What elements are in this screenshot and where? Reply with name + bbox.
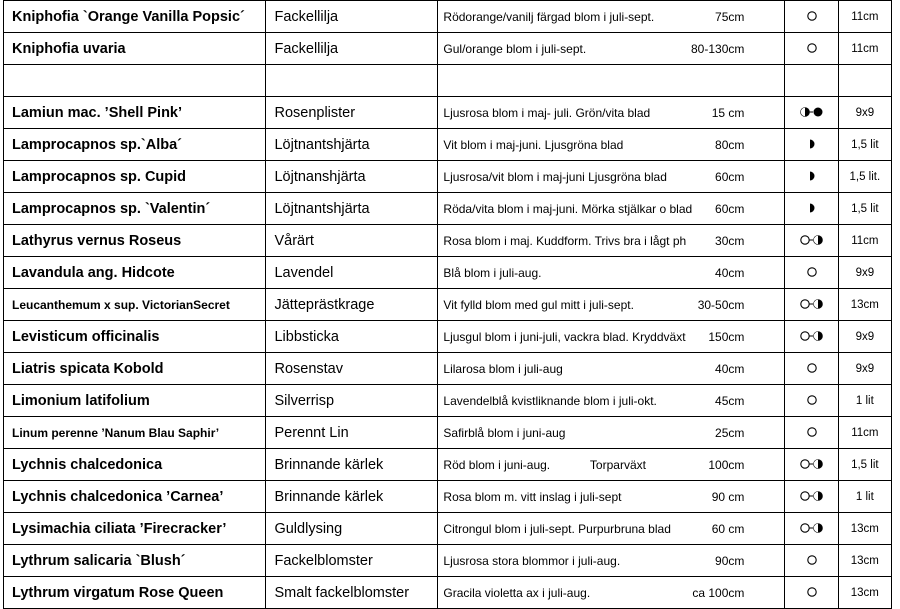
table-row	[4, 129, 892, 161]
plant-description: Vit fylld blom med gul mitt i juli-sept.	[443, 297, 634, 312]
plant-description: Lavendelblå kvistliknande blom i juli-okt.	[443, 393, 657, 408]
sun-icon	[806, 426, 818, 438]
pot-size: 13cm	[838, 545, 891, 577]
light-requirement	[785, 193, 838, 225]
plant-height: 80cm	[715, 137, 745, 152]
pot-size: 9x9	[838, 353, 891, 385]
table-row	[4, 97, 892, 129]
pot-size: 11cm	[838, 417, 891, 449]
pot-size: 1,5 lit	[838, 449, 891, 481]
pot-size: 9x9	[838, 97, 891, 129]
plant-common-name: Fackellilja	[266, 1, 438, 33]
plant-description-cell	[438, 225, 785, 257]
plant-description: Ljusrosa/vit blom i maj-juni Ljusgröna blad	[443, 169, 667, 184]
light-requirement	[785, 289, 838, 321]
light-requirement	[785, 129, 838, 161]
plant-latin-name: Lamiun mac. ’Shell Pink’	[4, 97, 266, 129]
pot-size: 1,5 lit	[838, 129, 891, 161]
plant-latin-name: Lamprocapnos sp.`Alba´	[4, 129, 266, 161]
plant-latin-name: Liatris spicata Kobold	[4, 353, 266, 385]
plant-height: 45cm	[715, 393, 745, 408]
sun-icon	[806, 394, 818, 406]
plant-description-cell	[438, 321, 785, 353]
pot-size: 1 lit	[838, 385, 891, 417]
plant-height: 60cm	[715, 169, 745, 184]
light-requirement	[785, 577, 838, 609]
plant-common-name: Löjtnantshjärta	[266, 129, 438, 161]
plant-common-name: Löjtnanshjärta	[266, 161, 438, 193]
table-row	[4, 417, 892, 449]
plant-latin-name: Leucanthemum x sup. VictorianSecret	[4, 289, 266, 321]
pot-size: 13cm	[838, 289, 891, 321]
table-row	[4, 1, 892, 33]
plant-description: Blå blom i juli-aug.	[443, 265, 542, 280]
half-shade-icon	[806, 170, 818, 182]
sun-to-half-shade-icon	[800, 234, 824, 246]
plant-height: 30-50cm	[697, 297, 745, 312]
plant-description: Rosa blom m. vitt inslag i juli-sept	[443, 489, 622, 504]
light-requirement	[785, 449, 838, 481]
plant-description: Röd blom i juni-aug. Torparväxt	[443, 457, 646, 472]
plant-description-cell	[438, 289, 785, 321]
plant-latin-name: Lavandula ang. Hidcote	[4, 257, 266, 289]
sun-icon	[806, 554, 818, 566]
light-requirement	[785, 353, 838, 385]
plant-description-cell	[438, 97, 785, 129]
plant-latin-name: Lychnis chalcedonica	[4, 449, 266, 481]
plant-description-cell	[438, 481, 785, 513]
pot-size: 13cm	[838, 577, 891, 609]
light-requirement	[785, 65, 838, 97]
light-requirement	[785, 225, 838, 257]
plant-height: 100cm	[708, 457, 745, 472]
table-row	[4, 161, 892, 193]
plant-description-cell	[438, 385, 785, 417]
plant-common-name: Perennt Lin	[266, 417, 438, 449]
plant-description-cell	[438, 129, 785, 161]
light-requirement	[785, 97, 838, 129]
half-shade-to-shade-icon	[800, 106, 824, 118]
plant-description: Röda/vita blom i maj-juni. Mörka stjälkar o blad	[443, 201, 693, 216]
plant-latin-name	[4, 65, 266, 97]
pot-size: 9x9	[838, 257, 891, 289]
table-row	[4, 33, 892, 65]
plant-description: Rosa blom i maj. Kuddform. Trivs bra i lågt ph	[443, 233, 687, 248]
plant-common-name: Guldlysing	[266, 513, 438, 545]
plant-height: 150cm	[708, 329, 745, 344]
table-row	[4, 225, 892, 257]
plant-height: 80-130cm	[691, 41, 745, 56]
sun-to-half-shade-icon	[800, 458, 824, 470]
plant-common-name: Löjtnantshjärta	[266, 193, 438, 225]
table-row	[4, 385, 892, 417]
pot-size: 1,5 lit	[838, 193, 891, 225]
pot-size: 9x9	[838, 321, 891, 353]
plant-description: Safirblå blom i juni-aug	[443, 425, 566, 440]
plant-latin-name: Lamprocapnos sp. Cupid	[4, 161, 266, 193]
plant-description-cell	[438, 65, 785, 97]
plant-common-name: Brinnande kärlek	[266, 449, 438, 481]
table-row	[4, 65, 892, 97]
plant-common-name: Lavendel	[266, 257, 438, 289]
plant-latin-name: Lychnis chalcedonica ’Carnea’	[4, 481, 266, 513]
plant-description-cell	[438, 257, 785, 289]
plant-description: Gul/orange blom i juli-sept.	[443, 41, 587, 56]
table-row	[4, 513, 892, 545]
table-row	[4, 193, 892, 225]
plant-height: 60cm	[715, 201, 745, 216]
sun-icon	[806, 42, 818, 54]
light-requirement	[785, 33, 838, 65]
light-requirement	[785, 481, 838, 513]
plant-height: 75cm	[715, 9, 745, 24]
plant-description: Rödorange/vanilj färgad blom i juli-sept.	[443, 9, 655, 24]
light-requirement	[785, 1, 838, 33]
half-shade-icon	[806, 138, 818, 150]
light-requirement	[785, 545, 838, 577]
plant-description-cell	[438, 545, 785, 577]
pot-size	[838, 65, 891, 97]
plant-height: 60 cm	[711, 521, 745, 536]
pot-size: 1 lit	[838, 481, 891, 513]
table-row	[4, 449, 892, 481]
plant-latin-name: Lamprocapnos sp. `Valentin´	[4, 193, 266, 225]
light-requirement	[785, 161, 838, 193]
plant-description-cell	[438, 417, 785, 449]
plant-height: 30cm	[715, 233, 745, 248]
table-row	[4, 353, 892, 385]
table-row	[4, 577, 892, 609]
plant-common-name: Fackellilja	[266, 33, 438, 65]
plant-latin-name: Kniphofia `Orange Vanilla Popsic´	[4, 1, 266, 33]
plant-description: Ljusgul blom i juni-juli, vackra blad. Kryddväxt	[443, 329, 686, 344]
plant-description-cell	[438, 1, 785, 33]
plant-height: 40cm	[715, 265, 745, 280]
plant-description-cell	[438, 449, 785, 481]
light-requirement	[785, 257, 838, 289]
light-requirement	[785, 417, 838, 449]
plant-height: 15 cm	[711, 105, 745, 120]
plant-latin-name: Lythrum salicaria `Blush´	[4, 545, 266, 577]
plant-description-cell	[438, 513, 785, 545]
plant-latin-name: Lysimachia ciliata ’Firecracker’	[4, 513, 266, 545]
plant-common-name: Brinnande kärlek	[266, 481, 438, 513]
plant-description: Ljusrosa blom i maj- juli. Grön/vita blad	[443, 105, 651, 120]
plant-common-name: Vårärt	[266, 225, 438, 257]
plant-table	[3, 0, 892, 609]
plant-description: Vit blom i maj-juni. Ljusgröna blad	[443, 137, 624, 152]
sun-to-half-shade-icon	[800, 330, 824, 342]
table-row	[4, 321, 892, 353]
plant-description: Lilarosa blom i juli-aug	[443, 361, 563, 376]
plant-description-cell	[438, 33, 785, 65]
pot-size: 11cm	[838, 33, 891, 65]
light-requirement	[785, 513, 838, 545]
plant-height: 25cm	[715, 425, 745, 440]
sun-to-half-shade-icon	[800, 522, 824, 534]
plant-height: 40cm	[715, 361, 745, 376]
sun-icon	[806, 586, 818, 598]
plant-description-cell	[438, 161, 785, 193]
pot-size: 1,5 lit.	[838, 161, 891, 193]
sun-to-half-shade-icon	[800, 298, 824, 310]
plant-description-cell	[438, 193, 785, 225]
pot-size: 11cm	[838, 1, 891, 33]
plant-common-name	[266, 65, 438, 97]
plant-description: Citrongul blom i juli-sept. Purpurbruna blad	[443, 521, 671, 536]
plant-common-name: Fackelblomster	[266, 545, 438, 577]
sun-icon	[806, 266, 818, 278]
plant-latin-name: Kniphofia uvaria	[4, 33, 266, 65]
table-row	[4, 289, 892, 321]
sun-to-half-shade-icon	[800, 490, 824, 502]
plant-description-cell	[438, 353, 785, 385]
plant-description-cell	[438, 577, 785, 609]
table-row	[4, 257, 892, 289]
plant-common-name: Jätteprästkrage	[266, 289, 438, 321]
pot-size: 13cm	[838, 513, 891, 545]
light-requirement	[785, 321, 838, 353]
plant-latin-name: Linum perenne ’Nanum Blau Saphir’	[4, 417, 266, 449]
plant-height: 90cm	[715, 553, 745, 568]
plant-latin-name: Limonium latifolium	[4, 385, 266, 417]
plant-common-name: Silverrisp	[266, 385, 438, 417]
plant-height: 90 cm	[711, 489, 745, 504]
sun-icon	[806, 362, 818, 374]
plant-common-name: Rosenplister	[266, 97, 438, 129]
sun-icon	[806, 10, 818, 22]
plant-common-name: Rosenstav	[266, 353, 438, 385]
plant-description: Ljusrosa stora blommor i juli-aug.	[443, 553, 621, 568]
plant-common-name: Libbsticka	[266, 321, 438, 353]
plant-table-body	[4, 1, 892, 609]
plant-common-name: Smalt fackelblomster	[266, 577, 438, 609]
plant-latin-name: Lythrum virgatum Rose Queen	[4, 577, 266, 609]
plant-latin-name: Levisticum officinalis	[4, 321, 266, 353]
plant-height: ca 100cm	[692, 585, 745, 600]
plant-description: Gracila violetta ax i juli-aug.	[443, 585, 591, 600]
half-shade-icon	[806, 202, 818, 214]
pot-size: 11cm	[838, 225, 891, 257]
table-row	[4, 545, 892, 577]
light-requirement	[785, 385, 838, 417]
table-row	[4, 481, 892, 513]
plant-latin-name: Lathyrus vernus Roseus	[4, 225, 266, 257]
